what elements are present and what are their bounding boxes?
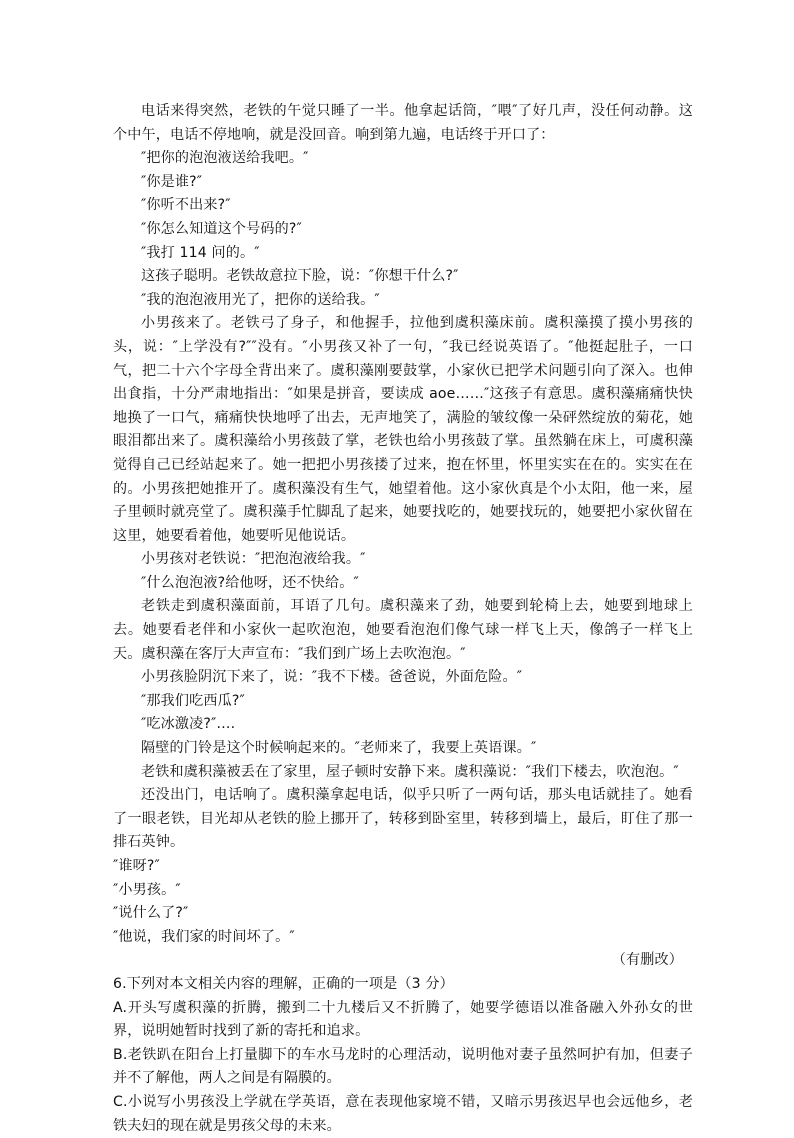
story-paragraph: ″我打 114 问的。″ [141, 244, 260, 261]
question-block [113, 973, 693, 1138]
story-paragraph: 小男孩脸阴沉下来了，说：″我不下楼。爸爸说，外面危险。″ [141, 669, 523, 686]
story-paragraph: ″他说，我们家的时间坏了。″ [113, 928, 295, 945]
document-page [113, 100, 693, 1138]
story-paragraph: ″说什么了?″ [113, 905, 189, 922]
option-a: A.开头写虞积藻的折腾，搬到二十九楼后又不折腾了，她要学德语以准备融入外孙女的世界，说明她暂时找到了新的寄托和追求。 [113, 999, 693, 1040]
story-paragraph: 老铁和虞积藻被丢在了家里，屋子顿时安静下来。虞积藻说：″我们下楼去，吹泡泡。″ [141, 763, 679, 780]
story-paragraph: ″那我们吃西瓜?″ [141, 692, 245, 709]
story-text [113, 100, 693, 949]
edit-note: （有删改） [611, 952, 683, 969]
story-paragraph: ″把你的泡泡液送给我吧。″ [141, 150, 309, 167]
story-paragraph: ″小男孩。″ [113, 881, 181, 898]
story-paragraph: 老铁走到虞积藻面前，耳语了几句。虞积藻来了劲，她要到轮椅上去，她要到地球上去。她要看老伴和小家伙一起吹泡泡，她要看泡泡们像气球一样飞上天，像鸽子一样飞上天。虞积藻在客厅大声宣布：″我们到广场上去吹泡泡。″ [113, 598, 693, 662]
story-paragraph: ″你怎么知道这个号码的?″ [141, 220, 302, 237]
story-paragraph: 这孩子聪明。老铁故意拉下脸，说：″你想干什么?″ [141, 268, 459, 285]
option-c: C.小说写小男孩没上学就在学英语，意在表现他家境不错，又暗示男孩迟早也会远他乡，老铁夫妇的现在就是男孩父母的未来。 [113, 1093, 693, 1134]
story-paragraph: 电话来得突然，老铁的午觉只睡了一半。他拿起话筒，″喂″了好几声，没任何动静。这个中午，电话不停地响，就是没回音。响到第九遍，电话终于开口了： [113, 103, 693, 143]
story-paragraph: ″你听不出来?″ [141, 197, 231, 214]
story-paragraph: ″我的泡泡液用光了，把你的送给我。″ [141, 291, 380, 308]
story-paragraph: ″吃冰激凌?″…. [141, 716, 236, 733]
story-paragraph: 小男孩来了。老铁弓了身子，和他握手，拉他到虞积藻床前。虞积藻摸了摸小男孩的头，说：″上学没有?″″没有。″小男孩又补了一句，″我已经说英语了。″他挺起肚子，一口气，把二十六个字母全背出来了。虞积藻刚要鼓掌，小家伙已把学术问题引向了深入。也伸出食指，十分严肃地指出：″如果是拼音，要读成 aoe……″这孩子有意思。虞积藻痛痛快快地换了一口气，痛痛快快地呼了出去，无声地笑了，满脸的皱纹像一朵砰然绽放的菊花，她眼泪都出来了。虞积藻给小男孩鼓了掌，老铁也给小男孩鼓了掌。虽然躺在床上，可虞积藻觉得自己已经站起来了。她一把把小男孩搂了过来，抱在怀里，怀里实实在在的。实实在在的。小男孩把她推开了。虞积藻没有生气，她望着他。这小家伙真是个小太阳，他一来，屋子里顿时就亮堂了。虞积藻手忙脚乱了起来，她要找吃的，她要找玩的，她要把小家伙留在这里，她要看着他，她要听见他说话。 [113, 315, 693, 544]
story-paragraph: ″什么泡泡液?给他呀，还不快给。″ [141, 574, 359, 591]
question-stem: 6.下列对本文相关内容的理解，正确的一项是（3 分） [113, 975, 454, 992]
story-paragraph: 还没出门，电话响了。虞积藻拿起电话，似乎只听了一两句话，那头电话就挂了。她看了一眼老铁，目光却从老铁的脸上挪开了，转移到卧室里，转移到墙上，最后，盯住了那一排石英钟。 [113, 787, 693, 851]
story-paragraph: 小男孩对老铁说：″把泡泡液给我。″ [141, 551, 366, 568]
story-paragraph: ″你是谁?″ [141, 173, 203, 190]
story-paragraph: ″谁呀?″ [113, 858, 160, 874]
option-b: B.老铁趴在阳台上打量脚下的车水马龙时的心理活动，说明他对妻子虽然呵护有加，但妻子并不了解他，两人之间是有隔膜的。 [113, 1046, 693, 1087]
story-paragraph: 隔壁的门铃是这个时候响起来的。″老师来了，我要上英语课。″ [141, 740, 537, 757]
